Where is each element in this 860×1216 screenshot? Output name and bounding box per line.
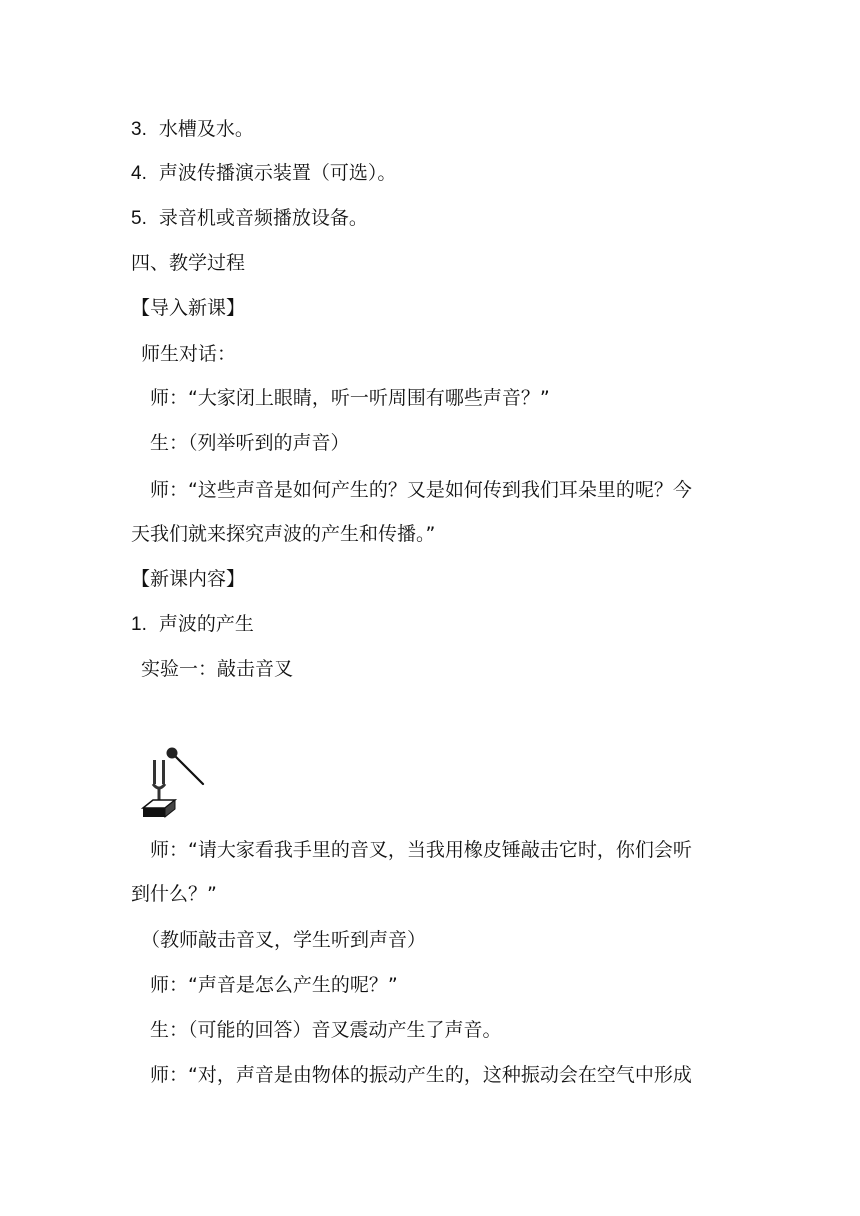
- dialogue-line-continued: 到什么？”: [131, 883, 217, 905]
- dialogue-line: 师：“声音是怎么产生的呢？”: [150, 974, 398, 996]
- list-number: 4.: [131, 163, 147, 184]
- list-item-3: [131, 117, 254, 142]
- dialogue-line: 师：“这些声音是如何产生的？又是如何传到我们耳朵里的呢？今: [150, 479, 692, 501]
- stage-direction: （教师敲击音叉，学生听到声音）: [141, 929, 427, 951]
- tuning-fork-icon: [138, 742, 210, 822]
- list-number: 5.: [131, 208, 147, 229]
- dialogue-line: 师：“大家闭上眼睛，听一听周围有哪些声音？”: [150, 387, 550, 409]
- list-number: 1.: [131, 614, 147, 635]
- subsection-heading: 【新课内容】: [131, 568, 246, 590]
- dialogue-line: 生：（可能的回答）音叉震动产生了声音。: [150, 1019, 502, 1041]
- dialogue-line-continued: 天我们就来探究声波的产生和传播。”: [131, 523, 436, 545]
- list-text: 声波的产生: [158, 613, 254, 635]
- dialogue-line: 师：“对，声音是由物体的振动产生的，这种振动会在空气中形成: [150, 1064, 692, 1086]
- paragraph-line: 师生对话：: [141, 343, 237, 365]
- list-item-5: [131, 206, 368, 231]
- list-item-4: [131, 161, 396, 186]
- list-item-1: [131, 612, 254, 637]
- list-text: 水槽及水。: [158, 118, 254, 140]
- section-heading: 四、教学过程: [131, 252, 246, 274]
- list-number: 3.: [131, 119, 147, 140]
- dialogue-line: 师：“请大家看我手里的音叉，当我用橡皮锤敲击它时，你们会听: [150, 839, 692, 861]
- dialogue-line: 生：（列举听到的声音）: [150, 432, 350, 454]
- experiment-title: 实验一：敲击音叉: [141, 658, 294, 680]
- list-text: 声波传播演示装置（可选）。: [158, 162, 397, 184]
- list-text: 录音机或音频播放设备。: [158, 207, 368, 229]
- subsection-heading: 【导入新课】: [131, 297, 246, 319]
